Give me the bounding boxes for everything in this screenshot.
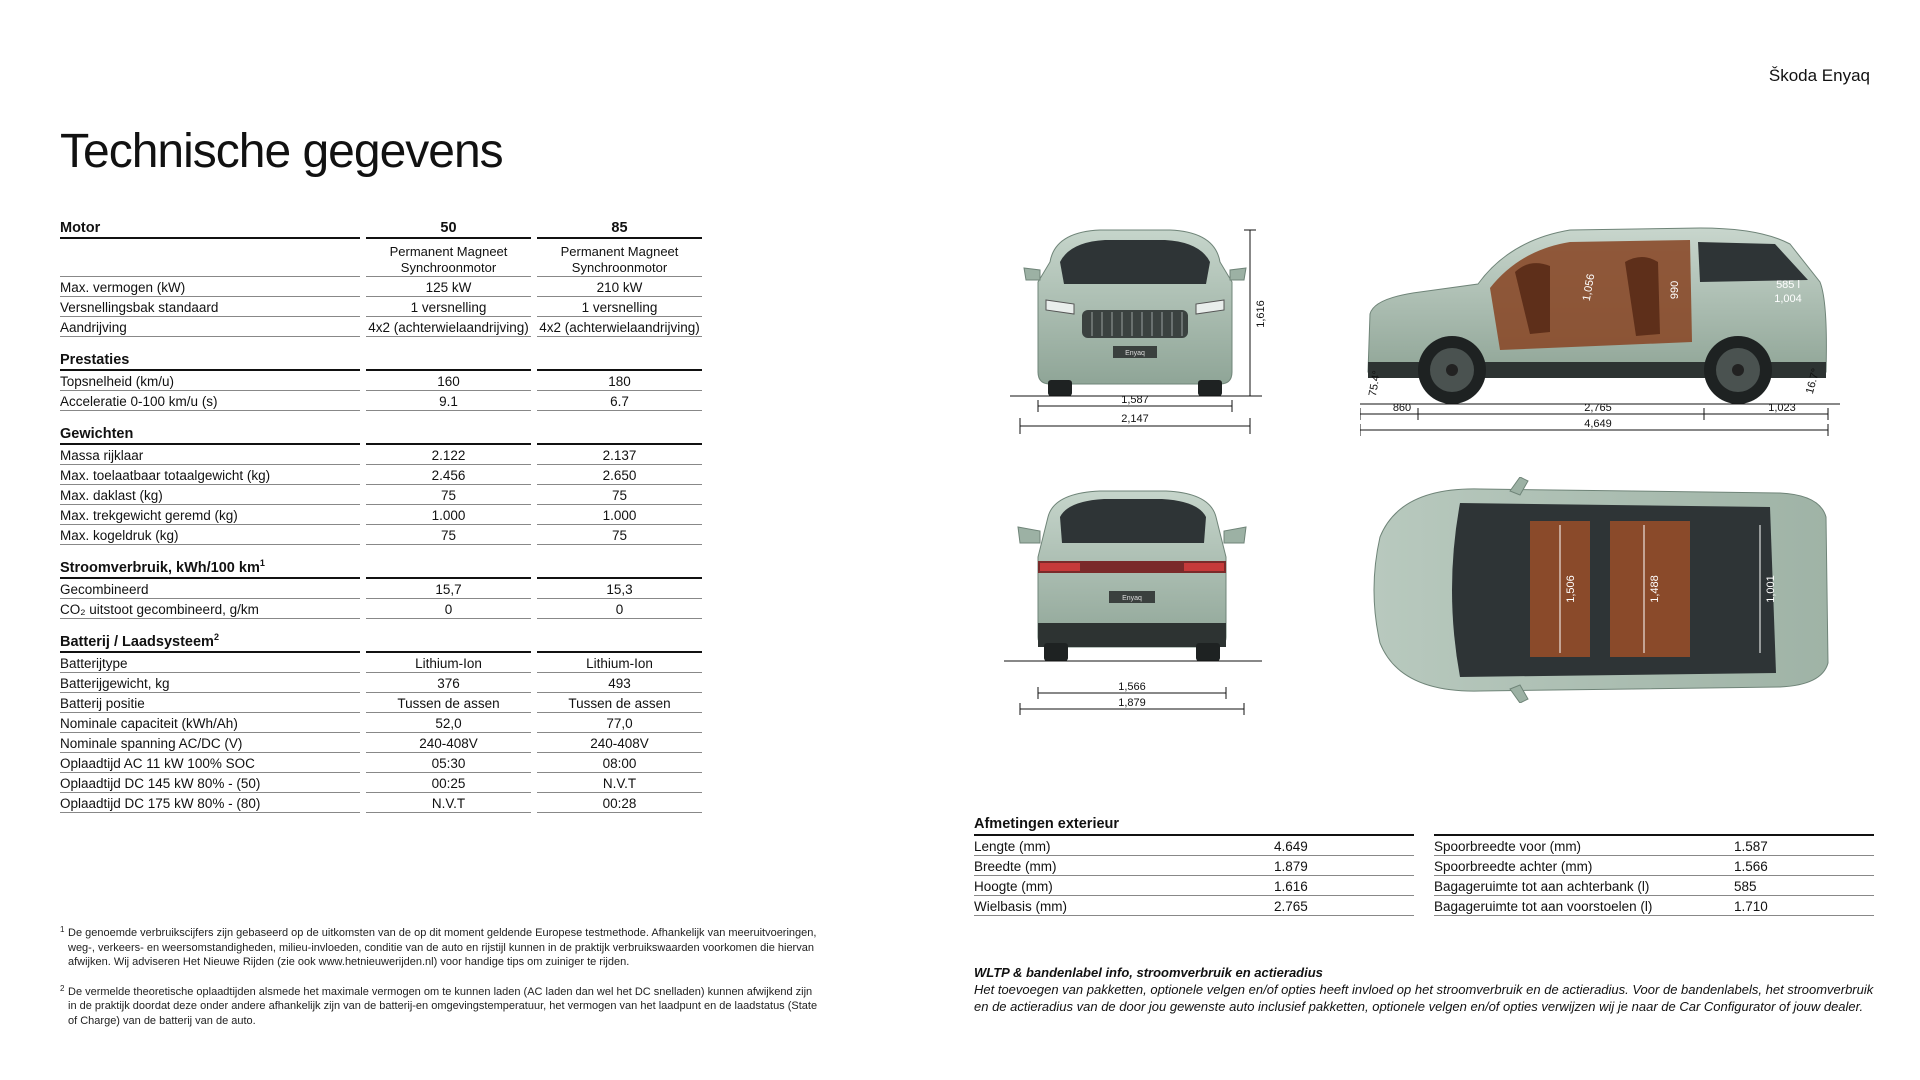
table-row (60, 239, 708, 277)
section-title: Motor (60, 220, 360, 239)
top-boot-width-label: 1,001 (1765, 575, 1777, 603)
car-side-view (1360, 222, 1840, 436)
table-row: Lengte (mm) 4.649 (974, 836, 1414, 856)
table-row: Aandrijving 4x2 (achterwielaandrijving) 4x2 (achterwielaandrijving) (60, 317, 708, 337)
exterior-dimensions (974, 816, 1874, 916)
table-row: Spoorbreedte voor (mm) 1.587 (1434, 836, 1874, 856)
section-title: Gewichten (60, 426, 360, 445)
table-row: Max. daklast (kg) 75 75 (60, 485, 708, 505)
car-front-view (1010, 222, 1280, 436)
car-top-view (1360, 477, 1840, 703)
front-width-label: 2,147 (1121, 413, 1149, 425)
table-row: Oplaadtijd DC 145 kW 80% - (50) 00:25 N.V.T (60, 773, 708, 793)
section-header (60, 559, 708, 579)
footnotes (60, 926, 820, 1043)
front-headroom-label: 1,056 (1580, 272, 1598, 303)
section-stroomverbruik (60, 559, 708, 619)
exterior-col-right (1434, 816, 1874, 916)
wltp-note (974, 964, 1874, 1015)
wltp-title: WLTP & bandenlabel info, stroomverbruik en actieradius (974, 965, 1323, 980)
rear-overhang-label: 1,023 (1768, 402, 1796, 414)
table-row: Oplaadtijd DC 175 kW 80% - (80) N.V.T 00:28 (60, 793, 708, 813)
car-rear-view (1004, 487, 1274, 727)
section-title: Stroomverbruik, kWh/100 $km^1$ (60, 555, 360, 579)
table-row: Wielbasis (mm) 2.765 (974, 896, 1414, 916)
footnote-2: 2 De vermelde theoretische oplaadtijden alsmede het maximale vermogen om te kunnen laden (AC laden dan wel het DC snelladen) kunnen afwijkend zijn in de praktijk doordat deze onder andere afhankelijk zijn van de batterij-en omgevingstemperatuur, het vermogen van het laadpunt en de laadstatus (State of Charge) van de batterij van de auto. (60, 983, 818, 1027)
motor-type-85: Permanent Magneet Synchroonmotor (537, 244, 702, 277)
section-gewichten (60, 425, 708, 545)
rear-track-label: 1,566 (1118, 681, 1146, 693)
front-overhang-label: 860 (1392, 402, 1412, 414)
plate-text-rear: Enyaq (1122, 595, 1142, 602)
wheelbase-label: 2,765 (1584, 402, 1612, 414)
wltp-text: Het toevoegen van pakketten, optionele velgen en/of opties heeft invloed op het stroomverbruik en de actieradius. Voor de bandenlabels, het stroomverbruik en de actieradius van de door jou gewenste auto inclusief pakketten, optionele velgen en/of opties verwijzen wij je naar de Car Configurator of jouw dealer. (974, 982, 1874, 1014)
footnote-ref: 1 (259, 558, 265, 569)
table-row: Hoogte (mm) 1.616 (974, 876, 1414, 896)
section-header (60, 219, 708, 239)
exterior-title: Afmetingen exterieur (974, 816, 1414, 836)
table-row: Bagageruimte tot aan voorstoelen (l) 1.710 (1434, 896, 1874, 916)
table-row: Batterijgewicht, kg 376 493 (60, 673, 708, 693)
col-header-50: 50 (366, 220, 531, 239)
motor-type-50: Permanent Magneet Synchroonmotor (366, 244, 531, 277)
length-label: 4,649 (1584, 418, 1612, 430)
table-row: Acceleratie 0-100 km/u (s) 9.1 6.7 (60, 391, 708, 411)
table-row: Max. trekgewicht geremd (kg) 1.000 1.000 (60, 505, 708, 525)
section-motor (60, 219, 708, 337)
table-row: Batterij positie Tussen de assen Tussen de assen (60, 693, 708, 713)
table-row: Spoorbreedte achter (mm) 1.566 (1434, 856, 1874, 876)
table-row: Max. toelaatbaar totaalgewicht (kg) 2.456 2.650 (60, 465, 708, 485)
table-row: Batterijtype Lithium-Ion Lithium-Ion (60, 653, 708, 673)
rear-headroom-label: 990 (1669, 280, 1681, 300)
table-row: CO₂ uitstoot gecombineerd, g/km 0 0 (60, 599, 708, 619)
section-title: Prestaties (60, 352, 360, 371)
table-row: Versnellingsbak standaard 1 versnelling 1 versnelling (60, 297, 708, 317)
table-row: Massa rijklaar 2.122 2.137 (60, 445, 708, 465)
approach-angle-label: 75.4° (1366, 369, 1384, 398)
section-title: Batterij / Laadsysteem$^2$ (60, 629, 360, 653)
table-row: Max. vermogen (kW) 125 kW 210 kW (60, 277, 708, 297)
table-row: Nominale capaciteit (kWh/Ah) 52,0 77,0 (60, 713, 708, 733)
table-row: Gecombineerd 15,7 15,3 (60, 579, 708, 599)
page-title: Technische gegevens (60, 125, 503, 178)
brand-label: Škoda Enyaq (1768, 66, 1870, 85)
col-header-85: 85 (537, 220, 702, 239)
section-header (60, 351, 708, 371)
footnote-ref: 2 (213, 632, 219, 643)
front-track-label: 1,587 (1121, 394, 1149, 406)
top-front-width-label: 1,506 (1565, 575, 1577, 603)
table-row: Bagageruimte tot aan achterbank (l) 585 (1434, 876, 1874, 896)
section-header (60, 633, 708, 653)
boot-volume-max-label: 1,004 (1774, 293, 1802, 305)
table-row: Max. kogeldruk (kg) 75 75 (60, 525, 708, 545)
section-prestaties (60, 351, 708, 411)
table-row: Nominale spanning AC/DC (V) 240-408V 240-408V (60, 733, 708, 753)
departure-angle-label: 16.7° (1803, 367, 1823, 396)
boot-volume-label: 585 l (1776, 279, 1800, 291)
table-row: Topsnelheid (km/u) 160 180 (60, 371, 708, 391)
plate-text-front: Enyaq (1125, 350, 1145, 357)
spec-table (60, 219, 708, 827)
top-rear-width-label: 1,488 (1649, 575, 1661, 603)
section-batterij (60, 633, 708, 813)
table-row: Breedte (mm) 1.879 (974, 856, 1414, 876)
front-height-label: 1,616 (1255, 300, 1267, 328)
table-row: Oplaadtijd AC 11 kW 100% SOC 05:30 08:00 (60, 753, 708, 773)
rear-width-label: 1,879 (1118, 697, 1146, 709)
section-header (60, 425, 708, 445)
footnote-1: 1 De genoemde verbruikscijfers zijn gebaseerd op de uitkomsten van de op dit moment geldende Europese testmethode. Afhankelijk van meeruitvoeringen, weg-, verkeers- en weersomstandigheden, milieu-invloeden, conditie van de auto en rijstijl kunnen in de praktijk verbruikswaarden voorkomen die hiervan afwijken. Wij adviseren Het Nieuwe Rijden (zie ook www.hetnieuwerijden.nl) voor handige tips om zuiniger te rijden. (60, 925, 817, 968)
exterior-col-left (974, 836, 1414, 916)
